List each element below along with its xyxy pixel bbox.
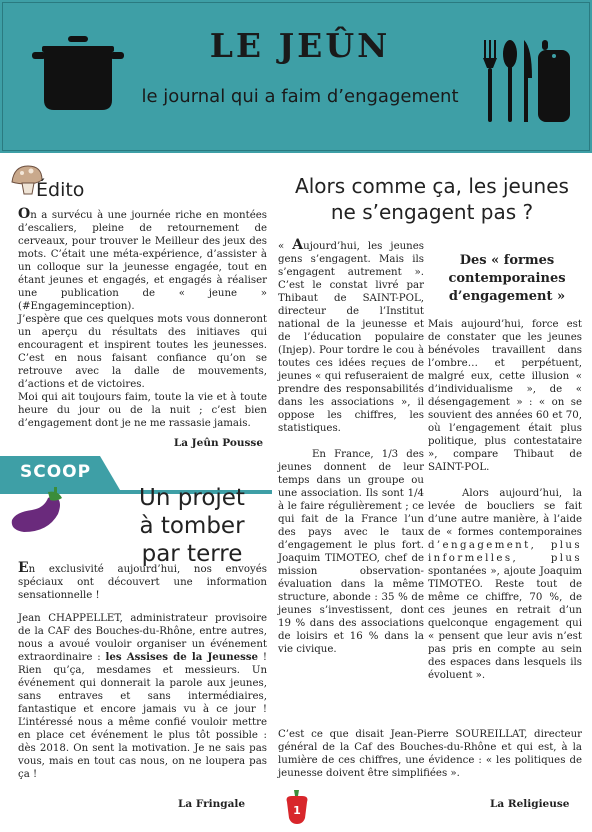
article-text-1: ujourd’hui, les jeunes gens s’engagent. Mais ils s’engagent autrement ». C’est le constat livré par Thibaut de SAINT-POL, directeur de l’Institut national de la jeunesse et de l’éducation populaire (Injep). Pour tordre le cou à toutes ces idées reçues de jeunes « qui refuseraient de prendre des responsabilités dans les associations », il oppose les chiffres, les statistiques. (278, 241, 424, 434)
edito-body (18, 208, 267, 430)
article-text-2: En France, 1/3 des jeunes donnent de leur temps dans un groupe ou une association. Ils sont 1/4 à le faire régulièrement ; ce qui fait de la France l’un des pays avec le taux d’engagement le plus fort. Joaquim TIMOTEO, chef de mission observation-évaluation dans la même structure, abonde : 35 % de jeunes s’investissent, dont 19 % dans des associations de loisirs et 16 % dans la vie civique. (278, 449, 424, 655)
article-paragraph (278, 239, 424, 435)
article-headline (282, 173, 582, 225)
scoop-body (18, 612, 267, 781)
article-text-4d: spontanées », ajoute Joaquim TIMOTEO. Reste tout de même ce chiffre, 70 %, de ces jeunes en retrait d’un quelconque engagement qui « pensent que leur avis n’est pas pris en compte au sein des espaces dans lesquels ils évoluent ». (428, 566, 582, 681)
edito-text-3: Moi qui ait toujours faim, toute la vie et à toute heure du jour ou de la nuit ; c’est bien d’engagement dont je ne me rassasie jamais. (18, 392, 267, 429)
scoop-headline (120, 484, 264, 568)
article-subhead-line-2: contemporaines (448, 271, 566, 286)
article-text-4c: informelles, plus (428, 553, 582, 564)
article-paragraph (278, 448, 424, 656)
scoop-body-text-2: ! Rien qu’ça, mesdames et messieurs. Un événement qui donnerait la parole aux jeunes, sans entraves et sans intermédiaires, fantastique et encore jamais vu à ce jour ! L’intéressé nous a même confié vouloir mettre en place cet événement le plus tôt possible : dès 2018. On sent la motivation. Je ne sais pas vous, mais en tout cas nous, on ne loupera pas ça ! (18, 652, 267, 780)
article-text-4b: d’engagement, plus (428, 540, 582, 551)
cutlery-set-icon (480, 38, 576, 124)
edito-text-2: J’espère que ces quelques mots vous donneront un aperçu du résultats des initiaves qui encouragent et inspirent toutes les jeunesses. C’est en nous faisant confiance qu’on se retrouve avec la dalle de mouvements, d’actions et de victoires. (18, 314, 267, 390)
scoop-intro-text: n exclusivité aujourd’hui, nos envoyés spéciaux ont découvert une information sensationnelle ! (18, 564, 267, 601)
scoop-intro (18, 562, 267, 602)
edito-signature: La Jeûn Pousse (173, 437, 263, 449)
article-headline-line-1: Alors comme ça, les jeunes (295, 174, 569, 198)
scoop-tab-arrow (100, 456, 120, 490)
article-paragraph (428, 487, 582, 682)
scoop-body-paragraph (18, 612, 267, 781)
scoop-intro-paragraph (18, 562, 267, 602)
drop-cap: O (18, 206, 31, 222)
article-text-4a: Alors aujourd’hui, la levée de boucliers se fait d’une autre manière, à l’aide de « formes contemporaines (428, 488, 582, 538)
newspaper-subtitle: le journal qui a faim d’engagement (141, 86, 459, 107)
article-subhead-line-3: d’engagement » (448, 289, 566, 304)
article-subhead (432, 252, 582, 306)
article-text-5: C’est ce que disait Jean-Pierre SOUREILLAT, directeur général de la Caf des Bouches-du-Rhône et qui est, à la lumière de ces chiffres, une évidence : « les politiques de jeunesse doivent être simplifiées ». (278, 729, 582, 779)
newspaper-title: LE JEÛN (209, 26, 391, 65)
article-headline-line-2: ne s’engagent pas ? (330, 200, 534, 224)
scoop-headline-line-2: à tomber par terre (139, 513, 245, 567)
article-conclusion (278, 728, 582, 780)
scoop-signature: La Fringale (178, 798, 246, 810)
scoop-label: SCOOP (20, 462, 92, 482)
article-left-column (278, 239, 424, 656)
edito-text-1: n a survécu à une journée riche en montées d’escaliers, pleine de retournement de cerveaux, pour trouver le Meilleur des jeux des mots. C’était une méta-expérience, d’assister à un colloque sur la jeunesse engagée, tout en étant jeunes et engagés, et engagés à réaliser une publication de « jeune » (#Engageminception). (18, 210, 267, 312)
scoop-body-text-1: Jean CHAPPELLET, administrateur provisoire de la CAF des Bouches-du-Rhône, entre autres, nous a avoué vouloir organiser un événement extraordinaire : (18, 613, 267, 663)
edito-paragraph (18, 208, 267, 313)
scoop-headline-line-1: Un projet (139, 485, 245, 511)
article-text-3: Mais aujourd’hui, force est de constater que les jeunes bénévoles travaillent dans l’ombre… et perpétuent, malgré eux, cette illusion « d’individualisme », de « désengagement » : « on se souvient des années 60 et 70, où l’engagement était plus politique, plus contestataire », compare Thibaut de SAINT-POL. (428, 319, 582, 473)
article-subhead-line-1: Des « formes (459, 253, 555, 268)
article-paragraph (428, 318, 582, 474)
edito-title: Édito (36, 179, 85, 201)
edito-paragraph (18, 391, 267, 430)
scoop-body-highlight: les Assises de la Jeunesse (105, 651, 259, 663)
article-paragraph (278, 728, 582, 780)
edito-paragraph (18, 313, 267, 391)
article-signature: La Religieuse (490, 798, 570, 810)
eggplant-icon (8, 486, 68, 536)
page-number: 1 (293, 804, 301, 817)
drop-cap: E (18, 560, 29, 576)
quote-mark: « (278, 241, 293, 252)
drop-cap: A (292, 237, 304, 253)
article-right-column (428, 318, 582, 682)
